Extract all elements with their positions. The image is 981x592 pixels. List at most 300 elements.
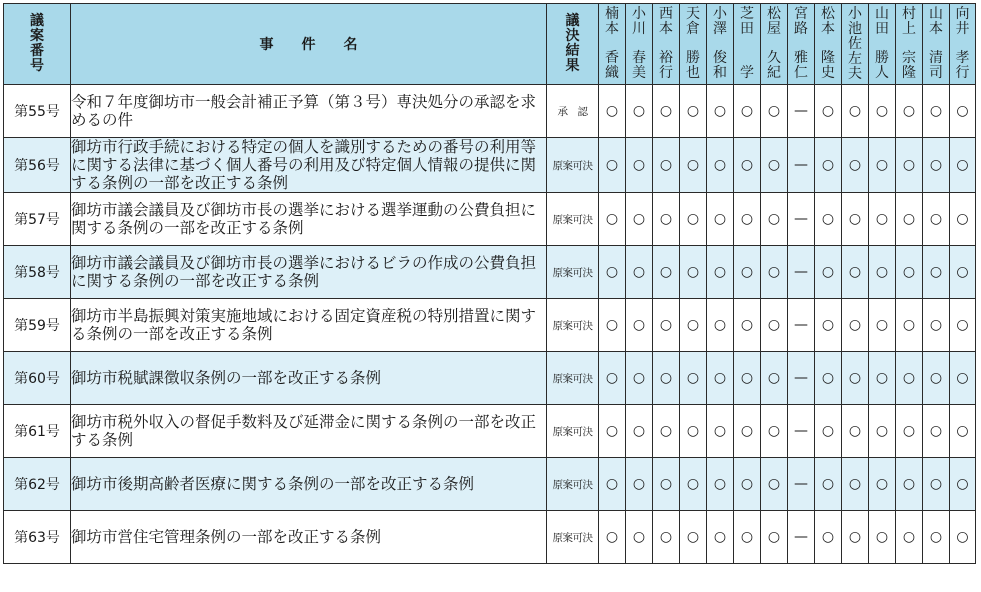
vote-mark: ○	[713, 423, 727, 439]
vote-cell	[680, 138, 707, 193]
member-header	[707, 4, 734, 85]
vote-cell	[734, 85, 761, 138]
member-name-char: 隆	[821, 50, 835, 66]
member-name-char: 俊	[713, 50, 727, 66]
header-row	[4, 4, 976, 85]
vote-mark: ○	[713, 370, 727, 386]
vote-mark: ○	[713, 476, 727, 492]
vote-cell	[734, 138, 761, 193]
member-given-name	[956, 51, 970, 81]
vote-cell	[734, 246, 761, 299]
vote-mark: ○	[659, 264, 673, 280]
vote-cell	[896, 246, 923, 299]
vote-mark: ○	[875, 103, 889, 119]
vote-mark: —	[794, 476, 808, 492]
bill-title: 御坊市議会議員及び御坊市長の選挙におけるビラの作成の公費負担に関する条例の一部を改正する条例	[71, 246, 547, 299]
vote-cell	[734, 511, 761, 564]
vote-cell	[815, 458, 842, 511]
vote-mark: ○	[956, 157, 969, 173]
member-given-name	[740, 66, 754, 81]
vote-cell	[788, 511, 815, 564]
member-name-char: 和	[713, 65, 727, 81]
vote-cell	[734, 458, 761, 511]
vote-cell	[680, 352, 707, 405]
vote-cell	[761, 352, 788, 405]
member-surname	[929, 7, 943, 37]
vote-mark: —	[794, 103, 808, 119]
bill-result: 原案可決	[547, 138, 599, 193]
vote-mark: ○	[875, 264, 889, 280]
vote-mark: ○	[686, 423, 700, 439]
vote-cell	[815, 138, 842, 193]
vote-cell	[653, 299, 680, 352]
vote-cell	[950, 405, 976, 458]
vote-mark: ○	[848, 529, 862, 545]
vote-cell	[950, 138, 976, 193]
bill-title: 令和７年度御坊市一般会計補正予算（第３号）専決処分の承認を求めるの件	[71, 85, 547, 138]
member-name-char: 香	[605, 50, 619, 66]
bill-number: 第55号	[4, 85, 71, 138]
vote-mark: ○	[929, 157, 943, 173]
vote-mark: ○	[713, 529, 727, 545]
member-header	[761, 4, 788, 85]
table-row	[4, 193, 976, 246]
vote-cell	[869, 193, 896, 246]
vote-cell	[815, 405, 842, 458]
member-header	[653, 4, 680, 85]
member-name-char: 池	[848, 21, 862, 37]
vote-cell	[599, 193, 626, 246]
vote-mark: ○	[659, 103, 673, 119]
voting-results-table	[3, 3, 976, 564]
vote-cell	[761, 458, 788, 511]
vote-cell	[842, 193, 869, 246]
member-surname	[605, 7, 619, 37]
bill-number: 第61号	[4, 405, 71, 458]
vote-mark: ○	[929, 370, 943, 386]
vote-cell	[599, 85, 626, 138]
member-name-char: 上	[902, 21, 916, 37]
number-header-char: 議	[30, 13, 44, 29]
vote-mark: ○	[659, 157, 673, 173]
vote-cell	[950, 511, 976, 564]
vote-cell	[923, 352, 950, 405]
number-header-char: 番	[30, 43, 44, 59]
vote-cell	[788, 352, 815, 405]
vote-cell	[761, 85, 788, 138]
vote-mark: ○	[902, 157, 916, 173]
vote-cell	[734, 299, 761, 352]
vote-cell	[761, 138, 788, 193]
vote-cell	[653, 85, 680, 138]
vote-mark: —	[794, 211, 808, 227]
vote-mark: ○	[686, 370, 700, 386]
member-name-char: 松	[767, 6, 781, 22]
vote-cell	[788, 405, 815, 458]
vote-mark: ○	[902, 423, 916, 439]
vote-mark: ○	[740, 529, 754, 545]
vote-cell	[599, 458, 626, 511]
vote-cell	[599, 352, 626, 405]
member-given-name	[929, 51, 943, 81]
bill-result: 原案可決	[547, 511, 599, 564]
vote-cell	[950, 458, 976, 511]
vote-mark: ○	[956, 211, 969, 227]
vote-cell	[707, 405, 734, 458]
member-header	[626, 4, 653, 85]
member-name-char: 田	[740, 21, 754, 37]
vote-mark: ○	[686, 476, 700, 492]
member-name-char: 本	[929, 21, 943, 37]
member-header	[896, 4, 923, 85]
vote-cell	[626, 193, 653, 246]
bill-title: 御坊市行政手続における特定の個人を識別するための番号の利用等に関する法律に基づく個人番号の利用及び特定個人情報の提供に関する条例の一部を改正する条例	[71, 138, 547, 193]
vote-mark: ○	[659, 476, 673, 492]
vote-mark: ○	[632, 476, 646, 492]
vote-mark: —	[794, 157, 808, 173]
vote-cell	[923, 405, 950, 458]
vote-cell	[815, 511, 842, 564]
vote-cell	[923, 246, 950, 299]
vote-cell	[599, 246, 626, 299]
vote-mark: ○	[767, 317, 781, 333]
vote-cell	[869, 138, 896, 193]
member-given-name	[875, 51, 889, 81]
table-row	[4, 299, 976, 352]
vote-mark: ○	[902, 103, 916, 119]
vote-mark: ○	[902, 529, 916, 545]
vote-cell	[842, 299, 869, 352]
number-header	[4, 4, 71, 85]
vote-mark: ○	[956, 476, 969, 492]
vote-cell	[815, 352, 842, 405]
vote-cell	[788, 246, 815, 299]
member-given-name	[767, 51, 781, 81]
member-name-char: 春	[632, 50, 646, 66]
vote-mark: ○	[875, 476, 889, 492]
vote-mark: ○	[767, 157, 781, 173]
vote-cell	[599, 299, 626, 352]
vote-cell	[896, 352, 923, 405]
vote-cell	[869, 458, 896, 511]
member-given-name	[605, 51, 619, 81]
member-name-char: 本	[821, 21, 835, 37]
vote-cell	[734, 352, 761, 405]
vote-cell	[842, 138, 869, 193]
bill-number: 第59号	[4, 299, 71, 352]
table-body	[4, 85, 976, 564]
vote-cell	[653, 458, 680, 511]
vote-cell	[707, 511, 734, 564]
vote-mark: ○	[713, 317, 727, 333]
vote-cell	[707, 193, 734, 246]
member-name-char: 也	[686, 65, 700, 81]
member-header	[680, 4, 707, 85]
vote-mark: ○	[686, 211, 700, 227]
vote-mark: ○	[740, 211, 754, 227]
member-name-char: 行	[659, 65, 673, 81]
vote-cell	[707, 299, 734, 352]
vote-mark: ○	[740, 317, 754, 333]
vote-mark: ○	[605, 423, 619, 439]
result-header	[547, 4, 599, 85]
vote-mark: ○	[929, 423, 943, 439]
bill-title: 御坊市後期高齢者医療に関する条例の一部を改正する条例	[71, 458, 547, 511]
vote-cell	[869, 299, 896, 352]
member-surname	[902, 7, 916, 37]
vote-mark: ○	[605, 157, 619, 173]
vote-mark: ○	[659, 317, 673, 333]
vote-cell	[842, 405, 869, 458]
member-name-char: 勝	[875, 50, 889, 66]
member-header	[788, 4, 815, 85]
vote-mark: ○	[902, 317, 916, 333]
member-name-char: 清	[929, 50, 943, 66]
vote-mark: ○	[821, 529, 835, 545]
member-surname	[767, 7, 781, 37]
vote-mark: ○	[875, 423, 889, 439]
member-header	[869, 4, 896, 85]
vote-cell	[896, 405, 923, 458]
vote-cell	[626, 85, 653, 138]
result-header-char: 決	[565, 28, 580, 44]
member-surname	[659, 7, 673, 37]
vote-cell	[923, 299, 950, 352]
vote-cell	[707, 458, 734, 511]
member-name-char: 川	[632, 21, 646, 37]
vote-cell	[896, 85, 923, 138]
member-name-char: 松	[821, 6, 835, 22]
member-name-char: 宗	[902, 50, 916, 66]
member-surname	[821, 7, 835, 37]
table-row	[4, 405, 976, 458]
vote-cell	[653, 246, 680, 299]
vote-cell	[788, 299, 815, 352]
vote-cell	[680, 458, 707, 511]
table-row	[4, 246, 976, 299]
vote-cell	[626, 138, 653, 193]
member-name-char: 紀	[767, 65, 781, 81]
vote-mark: ○	[713, 157, 727, 173]
vote-mark: ○	[821, 423, 835, 439]
bill-title: 御坊市営住宅管理条例の一部を改正する条例	[71, 511, 547, 564]
vote-mark: ○	[632, 317, 646, 333]
vote-mark: ○	[605, 317, 619, 333]
vote-mark: ○	[875, 370, 889, 386]
member-name-char: 佐	[848, 36, 862, 52]
vote-mark: ○	[821, 264, 835, 280]
vote-mark: ○	[848, 476, 862, 492]
vote-mark: ○	[632, 157, 646, 173]
member-header	[599, 4, 626, 85]
bill-title: 御坊市税外収入の督促手数料及び延滞金に関する条例の一部を改正する条例	[71, 405, 547, 458]
member-name-char: 左	[848, 51, 862, 67]
vote-mark: ○	[713, 103, 727, 119]
vote-cell	[653, 193, 680, 246]
vote-mark: ○	[767, 423, 781, 439]
vote-mark: ○	[686, 103, 700, 119]
member-name-char: 裕	[659, 50, 673, 66]
bill-result: 原案可決	[547, 246, 599, 299]
member-name-char: 倉	[686, 21, 700, 37]
vote-cell	[815, 299, 842, 352]
result-header-char: 議	[565, 13, 580, 29]
vote-mark: ○	[605, 370, 619, 386]
vote-cell	[653, 405, 680, 458]
member-name-char: 路	[794, 21, 808, 37]
vote-cell	[842, 511, 869, 564]
vote-cell	[788, 85, 815, 138]
vote-cell	[950, 299, 976, 352]
vote-mark: ○	[902, 476, 916, 492]
vote-mark: ○	[740, 264, 754, 280]
member-header	[842, 4, 869, 85]
vote-cell	[869, 352, 896, 405]
vote-mark: ○	[713, 211, 727, 227]
member-given-name	[902, 51, 916, 81]
vote-mark: ○	[956, 370, 969, 386]
member-name-char: 仁	[794, 65, 808, 81]
vote-mark: ○	[605, 529, 619, 545]
vote-mark: ○	[956, 423, 969, 439]
vote-cell	[626, 511, 653, 564]
vote-cell	[869, 405, 896, 458]
vote-cell	[869, 511, 896, 564]
vote-cell	[950, 85, 976, 138]
bill-title: 御坊市税賦課徴収条例の一部を改正する条例	[71, 352, 547, 405]
vote-mark: ○	[956, 103, 969, 119]
vote-mark: ○	[821, 157, 835, 173]
member-given-name	[821, 51, 835, 81]
member-name-char: 向	[955, 6, 970, 22]
vote-cell	[815, 246, 842, 299]
subject-header	[71, 4, 547, 85]
member-given-name	[848, 37, 862, 82]
table-row	[4, 138, 976, 193]
vote-cell	[896, 511, 923, 564]
vote-cell	[626, 352, 653, 405]
vote-mark: ○	[848, 317, 862, 333]
bill-number: 第56号	[4, 138, 71, 193]
vote-mark: ○	[605, 476, 619, 492]
member-name-char: 楠	[605, 6, 619, 22]
subject-header-label: 事件名	[259, 37, 386, 53]
member-name-char: 夫	[848, 66, 862, 82]
bill-number: 第57号	[4, 193, 71, 246]
result-header-char: 結	[565, 43, 580, 59]
member-surname	[956, 7, 970, 37]
vote-cell	[626, 405, 653, 458]
vote-cell	[896, 138, 923, 193]
number-header-char: 案	[30, 28, 44, 44]
vote-mark: ○	[848, 211, 862, 227]
member-surname	[794, 7, 808, 37]
table-row	[4, 85, 976, 138]
member-name-char: 学	[740, 65, 754, 81]
vote-mark: ○	[740, 103, 754, 119]
member-name-char: 人	[875, 65, 889, 81]
bill-number: 第58号	[4, 246, 71, 299]
member-name-char: 山	[929, 6, 943, 22]
vote-cell	[842, 458, 869, 511]
vote-mark: ○	[740, 423, 754, 439]
member-surname	[686, 7, 700, 37]
vote-cell	[923, 458, 950, 511]
bill-number: 第60号	[4, 352, 71, 405]
member-given-name	[794, 51, 808, 81]
vote-mark: ○	[659, 211, 673, 227]
vote-mark: ○	[875, 317, 889, 333]
vote-mark: ○	[605, 211, 619, 227]
member-name-char: 宮	[794, 6, 808, 22]
vote-mark: ○	[632, 103, 646, 119]
member-name-char: 村	[902, 6, 916, 22]
vote-mark: ○	[929, 476, 943, 492]
vote-cell	[653, 138, 680, 193]
member-name-char: 澤	[713, 21, 727, 37]
member-surname	[713, 7, 727, 37]
member-name-char: 織	[605, 65, 619, 81]
vote-mark: ○	[632, 264, 646, 280]
vote-mark: ○	[659, 423, 673, 439]
vote-mark: ○	[821, 103, 835, 119]
member-name-char: 隆	[902, 65, 916, 81]
vote-mark: ○	[740, 370, 754, 386]
vote-mark: ○	[632, 211, 646, 227]
vote-cell	[896, 299, 923, 352]
vote-mark: ○	[848, 103, 862, 119]
vote-mark: ○	[767, 370, 781, 386]
vote-mark: ○	[848, 423, 862, 439]
vote-cell	[707, 246, 734, 299]
vote-cell	[761, 511, 788, 564]
member-name-char: 史	[821, 65, 835, 81]
member-surname	[632, 7, 646, 37]
vote-cell	[869, 85, 896, 138]
member-header	[950, 4, 976, 85]
vote-cell	[815, 193, 842, 246]
vote-cell	[734, 193, 761, 246]
member-surname	[875, 7, 889, 37]
vote-mark: ○	[902, 211, 916, 227]
member-name-char: 勝	[686, 50, 700, 66]
vote-cell	[599, 511, 626, 564]
member-name-char: 天	[686, 6, 700, 22]
vote-cell	[761, 405, 788, 458]
vote-cell	[842, 246, 869, 299]
member-name-char: 雅	[794, 50, 808, 66]
vote-cell	[869, 246, 896, 299]
vote-mark: ○	[875, 157, 889, 173]
vote-mark: ○	[902, 370, 916, 386]
member-name-char: 本	[659, 21, 673, 37]
vote-mark: ○	[929, 529, 943, 545]
vote-cell	[707, 352, 734, 405]
member-header	[923, 4, 950, 85]
vote-mark: ○	[821, 476, 835, 492]
bill-result: 原案可決	[547, 299, 599, 352]
vote-mark: ○	[848, 157, 862, 173]
vote-mark: ○	[767, 529, 781, 545]
vote-mark: ○	[632, 423, 646, 439]
vote-cell	[680, 193, 707, 246]
vote-mark: ○	[848, 264, 862, 280]
bill-number: 第62号	[4, 458, 71, 511]
vote-cell	[896, 193, 923, 246]
vote-cell	[599, 405, 626, 458]
vote-cell	[842, 352, 869, 405]
bill-result: 原案可決	[547, 458, 599, 511]
